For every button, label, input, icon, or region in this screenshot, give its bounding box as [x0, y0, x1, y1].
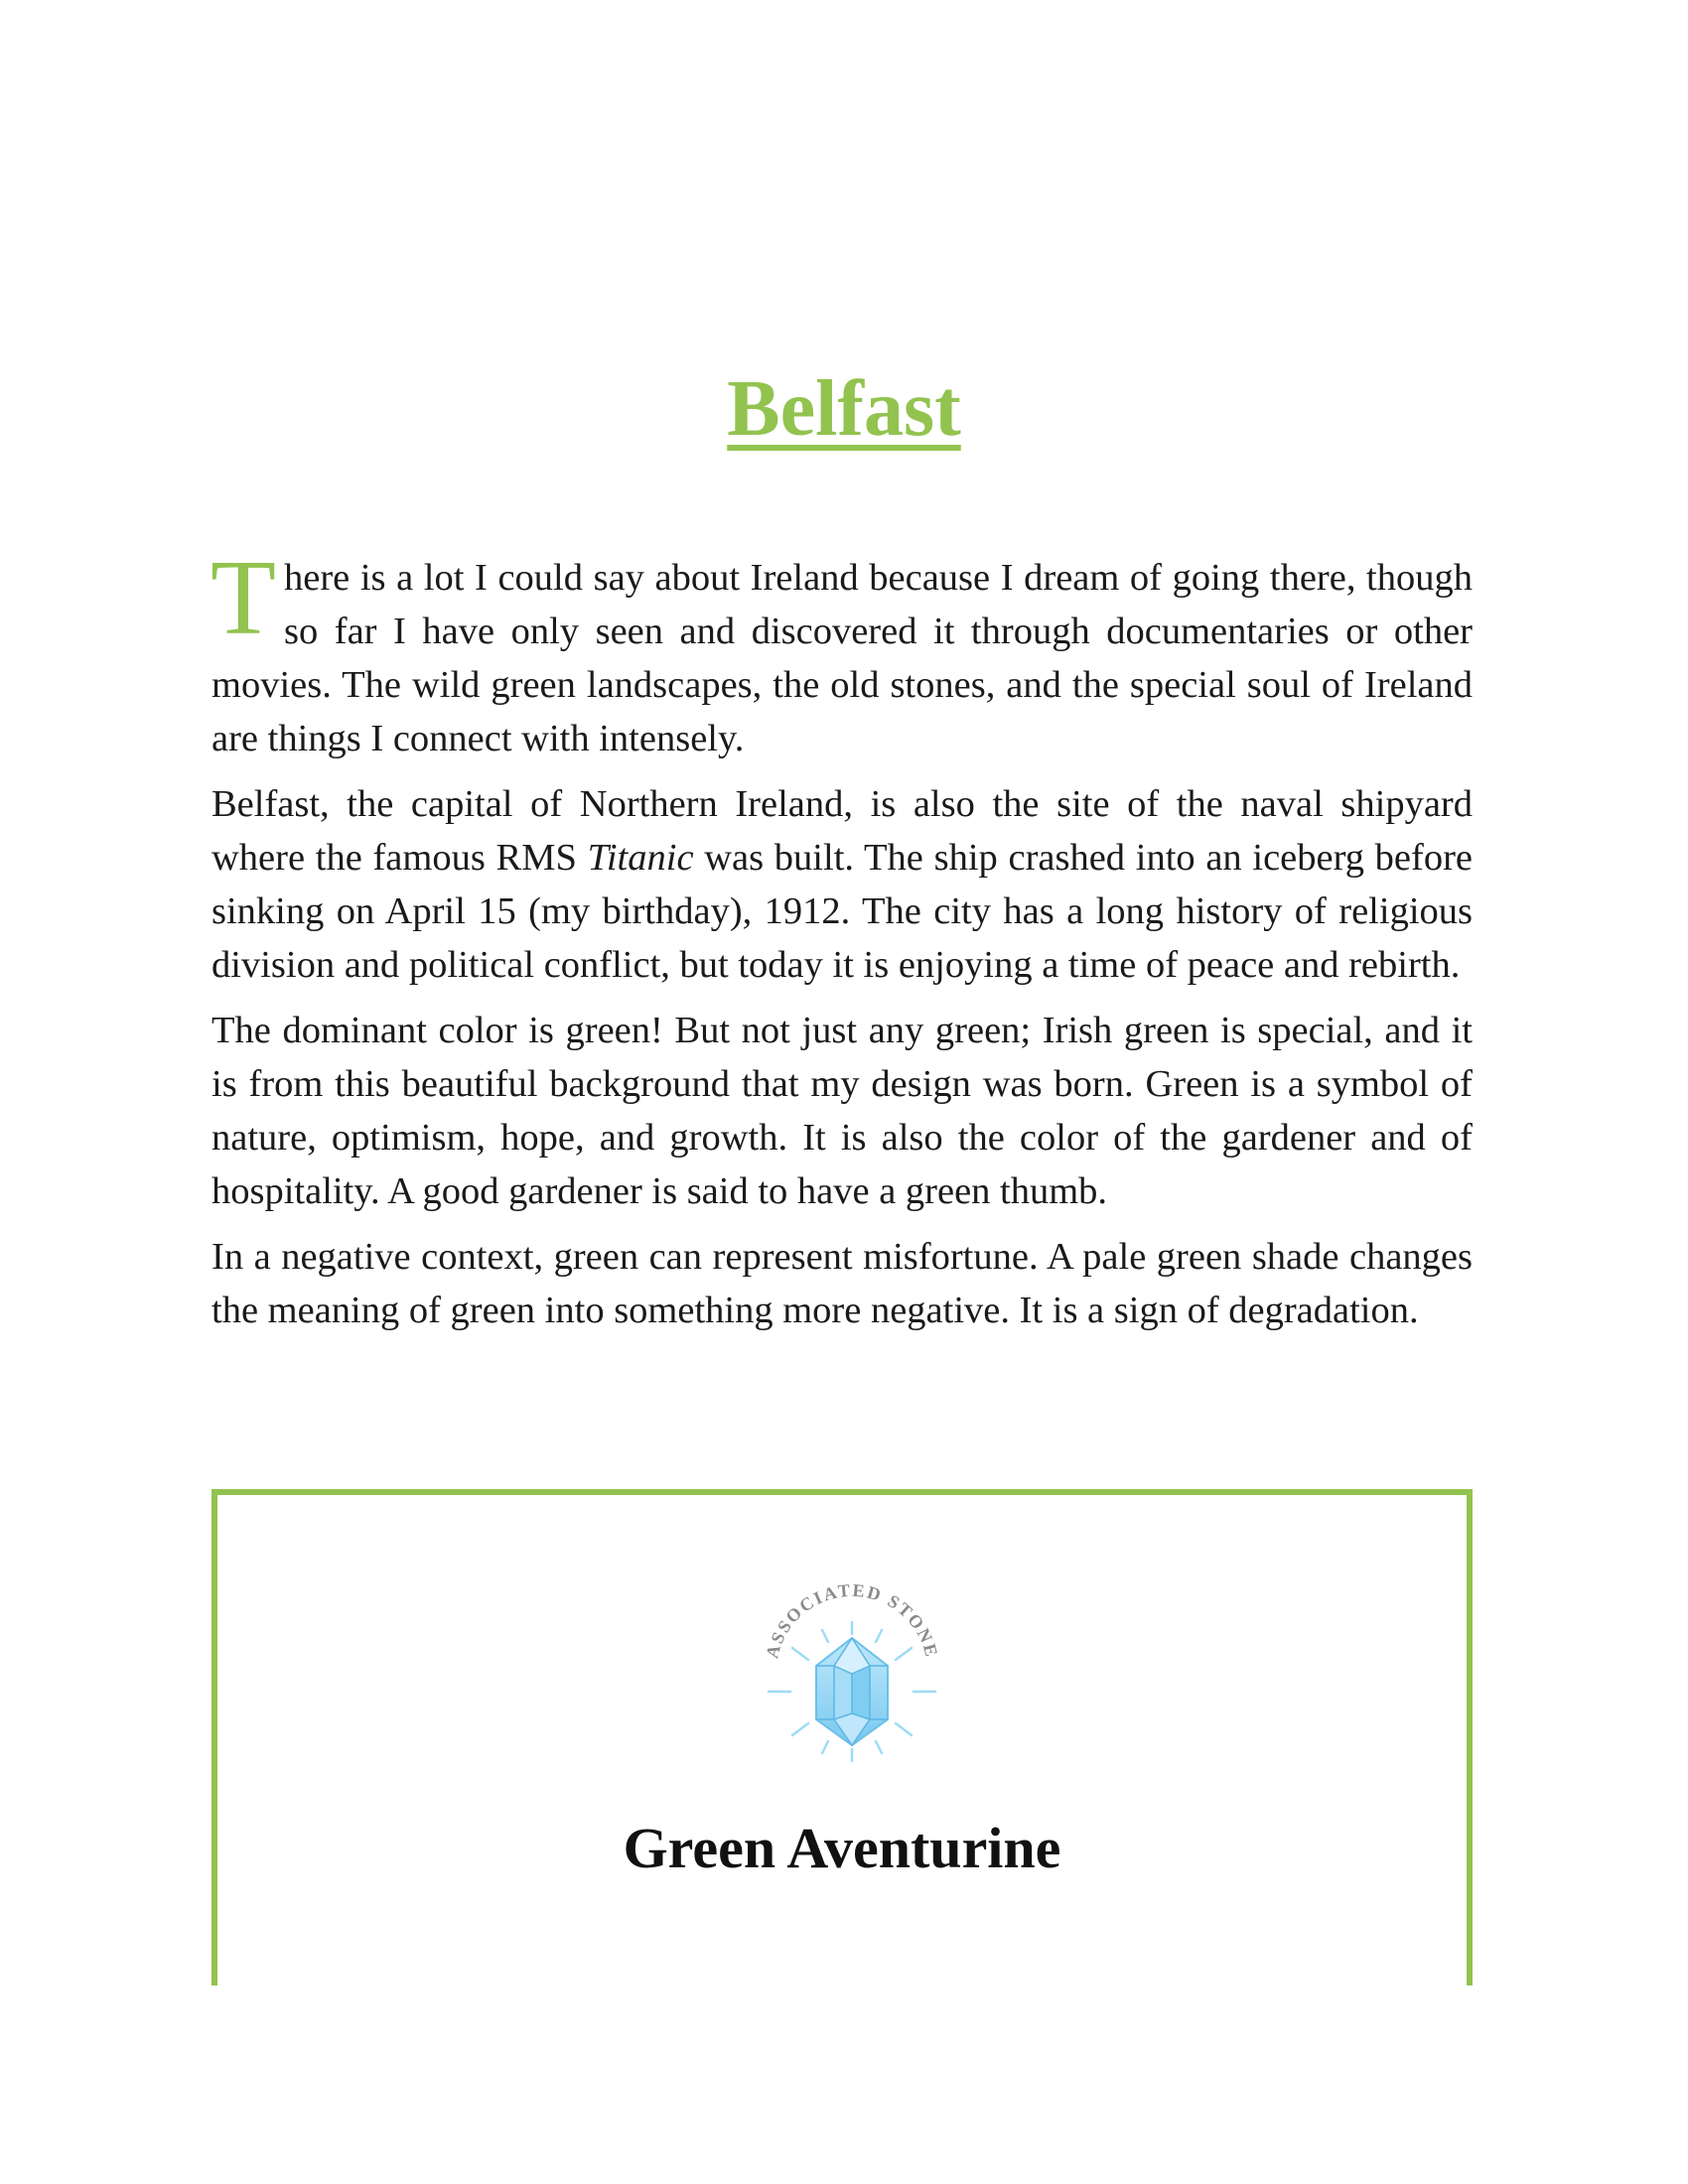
crystal-icon — [769, 1622, 935, 1761]
paragraph-intro — [211, 539, 1473, 765]
paragraph-green: The dominant color is green! But not just any green; Irish green is special, and it is from this beautiful background that my design was born. Green is a symbol of nature, optimism, hope, and growth. It is also the color of the gardener and of hospitality. A good gardener is said to have a green thumb. — [211, 1010, 1473, 1212]
drop-cap: T — [211, 539, 276, 657]
paragraph-negative: In a negative context, green can represent misfortune. A pale green shade changes the meaning of green into something more negative. It is a sign of degradation. — [211, 1236, 1473, 1331]
logo-text: ASSOCIATED STONE — [762, 1579, 942, 1661]
associated-stone-logo — [743, 1574, 961, 1793]
paragraph-belfast — [211, 777, 1473, 992]
paragraph-intro-text: here is a lot I could say about Ireland because I dream of going there, though so far I have only seen and discovered it through documentaries or other movies. The wild green landscapes, the old stones, and the special soul of Ireland are things I connect with intensely. — [211, 557, 1473, 759]
paragraph-belfast-text-after: was built. The ship crashed into an iceberg before sinking on April 15 (my birthday), 1912. The city has a long history of religious division and political conflict, but today it is enjoying a time of peace and rebirth. — [211, 837, 1473, 986]
stone-name: Green Aventurine — [623, 1816, 1061, 1880]
paragraph-belfast-text-before: Belfast, the capital of Northern Ireland, is also the site of the naval shipyard where the famous RMS — [211, 783, 1473, 879]
associated-stone-box — [211, 1489, 1473, 1985]
document-body — [211, 539, 1473, 1349]
titanic-italic: Titanic — [587, 837, 694, 879]
page-title: Belfast — [727, 365, 961, 453]
